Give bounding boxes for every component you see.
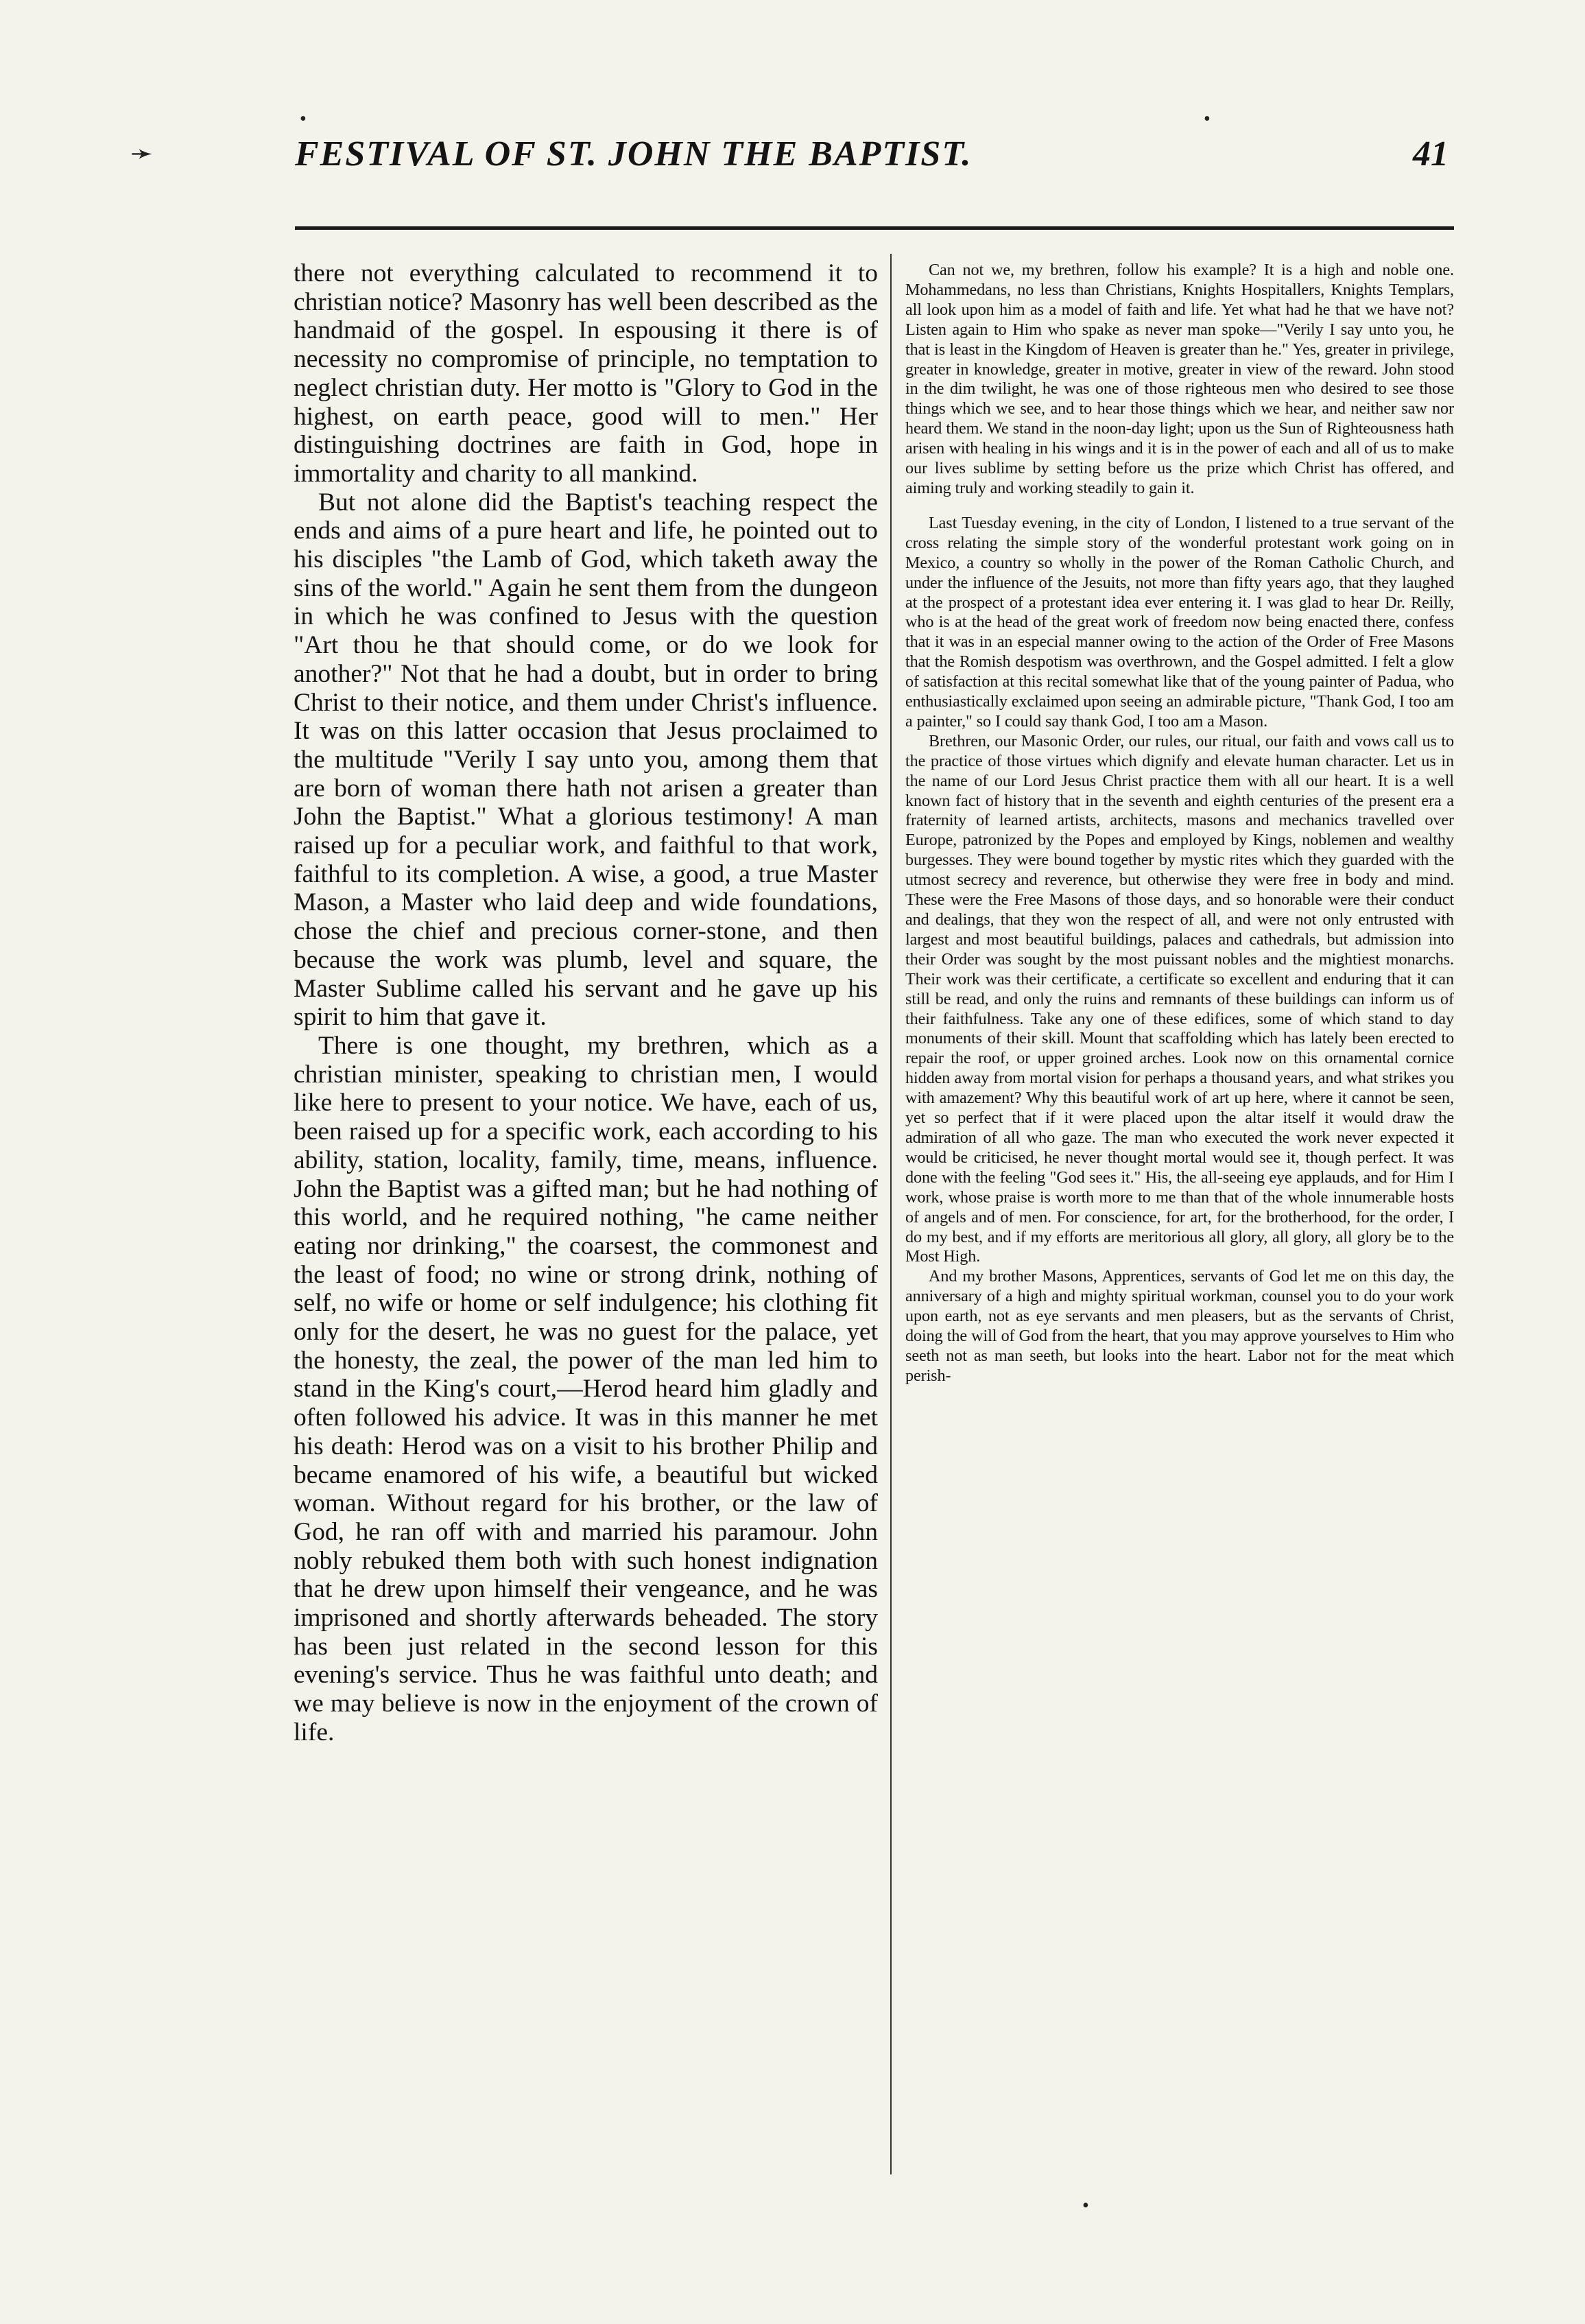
margin-arrow-mark: ➛ [130, 138, 154, 169]
margin-dot-mark: • [1204, 108, 1211, 130]
paragraph: Can not we, my brethren, follow his example? It is a high and noble one. Mohammedans, no less than Christians, Knights Hospitallers, Knights Templars, all look upon him as a model of faith and life. Yet what had he that we have not? Listen again to Him who spake as never man spoke—"Verily I say unto you, he that is least in the Kingdom of Heaven is greater than he." Yes, greater in privilege, greater in knowledge, greater in motive, greater in view of the reward. John stood in the dim twilight, he was one of those righteous men who desired to see those things which we see, and to hear those things which we hear, and neither saw nor heard them. We stand in the noon-day light; upon us the Sun of Righteousness hath arisen with healing in his wings and it is in the power of each and all of us to make our lives sublime by setting before us the prize which Christ has offered, and aiming truly and working steadily to gain it. [905, 261, 1454, 497]
paragraph: There is one thought, my brethren, which as a christian minister, speaking to christian men, I would like here to present to your notice. We have, each of us, been raised up for a specific work, each according to his ability, station, locality, family, time, means, influence. John the Baptist was a gifted man; but he had nothing of this world, and he required nothing, "he came neither eating nor drinking," the coarsest, the commonest and the least of food; no wine or strong drink, nothing of self, no wife or home or self indulgence; his clothing fit only for the desert, he was no guest for the palace, yet the honesty, the zeal, the power of the man led him to stand in the King's court,—Herod heard him gladly and often followed his advice. It was in this manner he met his death: Herod was on a visit to his brother Philip and became enamored of his wife, a beautiful but wicked woman. Without regard for his brother, or the law of God, he ran off with and married his paramour. John nobly rebuked them both with such honest indignation that he drew upon himself their vengeance, and he was imprisoned and shortly afterwards beheaded. The story has been just related in the second lesson for this evening's service. Thus he was faithful unto death; and we may believe is now in the enjoyment of the crown of life. [294, 1031, 878, 1746]
margin-dot-mark: • [300, 108, 307, 130]
paragraph: But not alone did the Baptist's teaching respect the ends and aims of a pure heart and life, he pointed out to his disciples "the Lamb of God, which taketh away the sins of the world." Again he sent them from the dungeon in which he was confined to Jesus with the question "Art thou he that should come, or do we look for another?" Not that he had a doubt, but in order to bring Christ to their notice, and them under Christ's influence. It was on this latter occasion that Jesus proclaimed to the multitude "Verily I say unto you, among them that are born of woman there hath not arisen a greater than John the Baptist." What a glorious testimony! A man raised up for a peculiar work, and faithful to that work, faithful to its completion. A wise, a good, a true Master Mason, a Master who laid deep and wide foundations, chose the chief and precious corner-stone, and then because the work was plumb, level and square, the Master Sublime called his servant and he gave up his spirit to him that gave it. [294, 488, 878, 1032]
left-column [294, 259, 878, 2166]
paragraph: there not everything calculated to recommend it to christian notice? Masonry has well been described as the handmaid of the gospel. In espousing it there is of necessity no compromise of principle, no temptation to neglect christian duty. Her motto is "Glory to God in the highest, on earth peace, good will to men." Her distinguishing doctrines are faith in God, hope in immortality and charity to all mankind. [294, 259, 878, 488]
paragraph: And my brother Masons, Apprentices, servants of God let me on this day, the anniversary of a high and mighty spiritual workman, counsel you to do your work upon earth, not as eye servants and men pleasers, but as the servants of Christ, doing the will of God from the heart, that you may approve yourselves to Him who seeth not as man seeth, but looks into the heart. Labor not for the meat which perish- [905, 1267, 1454, 1385]
column-divider [890, 254, 892, 2174]
page-number: 41 [1413, 134, 1449, 174]
right-column [905, 261, 1454, 2164]
paragraph: Last Tuesday evening, in the city of London, I listened to a true servant of the cross relating the simple story of the wonderful protestant work going on in Mexico, a country so wholly in the power of the Roman Catholic Church, and under the influence of the Jesuits, not more than fifty years ago, that they laughed at the prospect of a protestant idea ever entering it. I was glad to hear Dr. Reilly, who is at the head of the great work of freedom now being enacted there, confess that it was in an especial manner owing to the action of the Order of Free Masons that the Romish despotism was overthrown, and the Gospel admitted. I felt a glow of satisfaction at this recital somewhat like that of the young painter of Padua, who enthusiastically exclaimed upon seeing an admirable picture, "Thank God, I too am a painter," so I could say thank God, I too am a Mason. [905, 513, 1454, 731]
running-title: FESTIVAL OF ST. JOHN THE BAPTIST. [295, 134, 973, 174]
header-rule [295, 226, 1454, 230]
running-head [295, 134, 1303, 174]
margin-dot-mark: • [1082, 2195, 1089, 2216]
paragraph: Brethren, our Masonic Order, our rules, our ritual, our faith and vows call us to the practice of those virtues which dignify and elevate human character. Let us in the name of our Lord Jesus Christ practice them with all our heart. It is a well known fact of history that in the seventh and eighth centuries of the present era a fraternity of learned artists, architects, masons and mechanics travelled over Europe, patronized by the Popes and employed by Kings, noblemen and wealthy burgesses. They were bound together by mystic rites which they guarded with the utmost secrecy and reverence, but otherwise they were free in body and mind. These were the Free Masons of those days, and so honorable were their conduct and dealings, that they won the respect of all, and were not only entrusted with largest and most beautiful buildings, palaces and cathedrals, but admission into their Order was sought by the most puissant nobles and the mightiest monarchs. Their work was their certificate, a certificate so excellent and enduring that it can still be read, and only the ruins and remnants of these buildings can inform us of their faithfulness. Take any one of these edifices, some of which stand to day monuments of their skill. Mount that scaffolding which has lately been erected to repair the roof, or upper groined arches. Look now on this ornamental cornice hidden away from mortal vision for perhaps a thousand years, and what strikes you with amazement? Why this beautiful work of art up here, where it cannot be seen, yet so perfect that if it were placed upon the altar itself it would draw the admiration of all who gaze. The man who executed the work never expected it would be criticised, he never thought mortal would see it, though perfect. It was done with the feeling "God sees it." His, the all-seeing eye applauds, and for Him I work, whose praise is worth more to me than that of the whole innumerable hosts of angels and of men. For conscience, for art, for the brotherhood, for the order, I do my best, and if my efforts are meritorious all glory, all glory, all glory be to the Most High. [905, 731, 1454, 1266]
